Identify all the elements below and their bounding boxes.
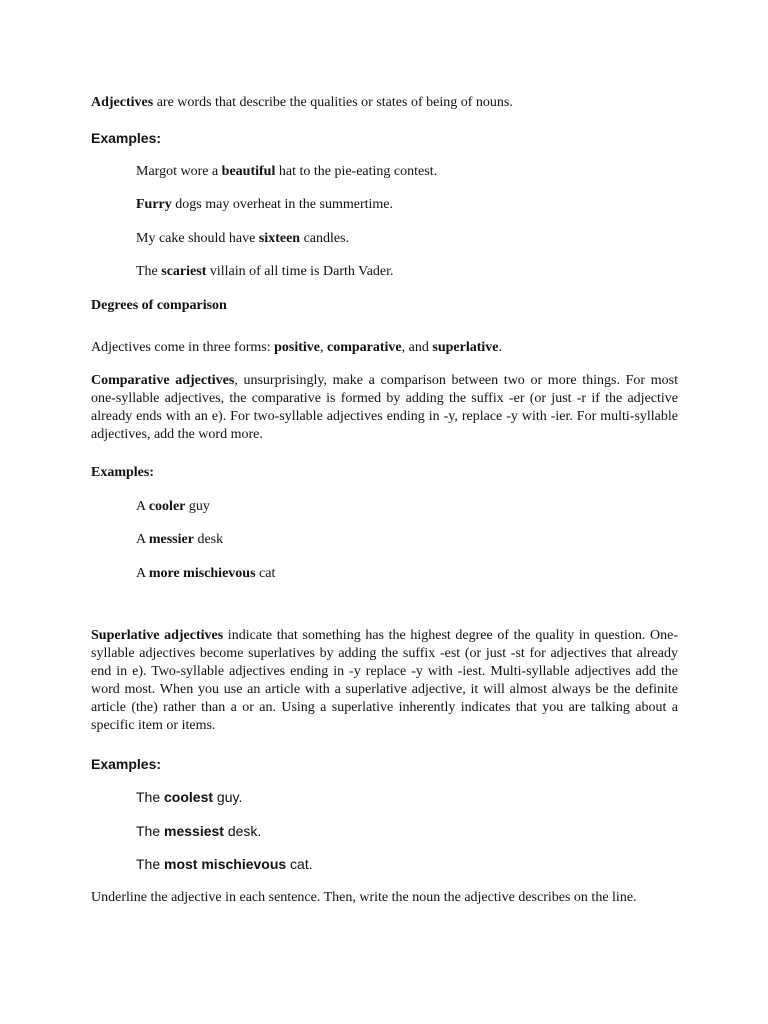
example-phrase: A messier desk — [136, 532, 224, 547]
comparative-term: Comparative adjectives — [91, 373, 235, 388]
example-adjective: sixteen — [258, 231, 301, 246]
example-phrase: The coolest guy. — [136, 789, 243, 805]
intro-paragraph — [91, 94, 513, 112]
example-adjective: scariest — [161, 264, 207, 279]
comparative-text: , unsurprisingly, make a comparison between two or more things. For most one-syllable adjectives, the comparative is formed by adding the suffix -er (or just -r if the adjective already ends with an e). For two-syllable adjectives ending in -y, replace -y with -ier. For multi-syllable adjectives, add the word more. — [91, 373, 678, 442]
instruction-text: Underline the adjective in each sentence. Then, write the noun the adjective describes on the line. — [91, 890, 637, 905]
superlative-term: Superlative adjectives — [91, 628, 224, 643]
example-sentence: My cake should have sixteen candles. — [136, 231, 350, 246]
example-adjective: cooler — [148, 499, 186, 514]
example-sentence: Furry dogs may overheat in the summertime. — [136, 197, 393, 212]
form-comparative: comparative — [327, 340, 402, 355]
example-phrase: A cooler guy — [136, 499, 210, 514]
examples-heading: Examples: — [91, 465, 154, 480]
example-adjective: Furry — [136, 197, 172, 212]
example-adjective: more mischievous — [148, 566, 256, 581]
example-phrase: A more mischievous cat — [136, 566, 276, 581]
intro-text: are words that describe the qualities or states of being of nouns. — [153, 95, 513, 110]
example-sentence: Margot wore a beautiful hat to the pie-eating contest. — [136, 164, 438, 179]
form-positive: positive — [274, 340, 320, 355]
intro-term: Adjectives — [91, 95, 154, 110]
example-adjective: messier — [148, 532, 194, 547]
example-adjective: messiest — [164, 823, 224, 839]
example-adjective: coolest — [164, 789, 214, 805]
example-adjective: most mischievous — [164, 856, 287, 872]
examples-heading: Examples: — [91, 130, 162, 146]
example-phrase: The messiest desk. — [136, 823, 262, 839]
section-heading: Degrees of comparison — [91, 298, 227, 313]
superlative-text: indicate that something has the highest degree of the quality in question. One-syllable adjectives become superlatives by adding the suffix -est (or just -st for adjectives that already end in e). Two-syllable adjectives ending in -y replace -y with -iest. Multi-syllable adjectives add the word most. When you use an article with a superlative adjective, it will almost always be the definite article (the) rather than a or an. Using a superlative inherently indicates that you are talking about a specific item or items. — [91, 628, 678, 733]
example-sentence: The scariest villain of all time is Darth Vader. — [136, 264, 394, 279]
forms-paragraph: Adjectives come in three forms: positive, comparative, and superlative. — [91, 340, 502, 355]
comparative-paragraph — [91, 372, 678, 444]
example-adjective: beautiful — [221, 164, 276, 179]
form-superlative: superlative — [432, 340, 499, 355]
examples-heading: Examples: — [91, 756, 162, 772]
example-phrase: The most mischievous cat. — [136, 856, 313, 872]
superlative-paragraph — [91, 627, 678, 735]
